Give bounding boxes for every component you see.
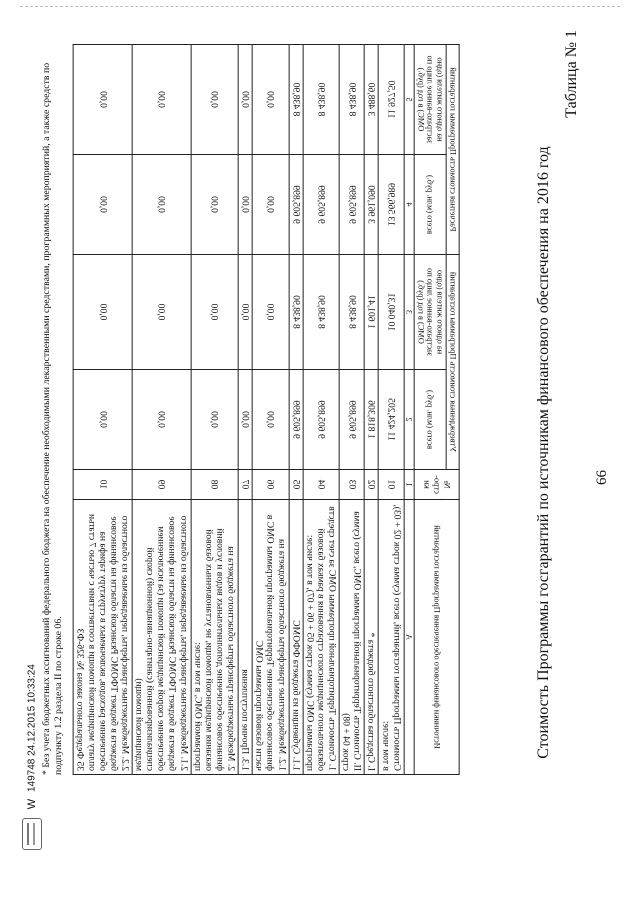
calculated-per-capita: 0,00 (238, 44, 252, 154)
approved-total: 0,00 (74, 370, 133, 470)
approved-total: 9 605,899 (339, 370, 364, 470)
table-row (303, 44, 339, 774)
calculated-total: 13 566,989 (379, 155, 404, 255)
calculated-per-capita: 0,00 (132, 44, 191, 154)
calculated-per-capita: 8 438,90 (303, 44, 339, 154)
approved-per-capita: 10 040,31 (379, 255, 404, 370)
index-cell: 5 (404, 44, 414, 154)
approved-per-capita: 8 438,90 (339, 255, 364, 370)
row-label: II. Стоимость Территориальной программы ОМС, всего (сумма строк 04 + 08) (339, 500, 364, 775)
index-cell: 2 (404, 370, 414, 470)
row-label: 2.1. Межбюджетные трансферты, передаваемые из областного бюджета в бюджет ТФОМС Рязанской области на финансовое обеспечение скорой медицинской помощи (за исключением специализированной (санитарно-авиационной) скорой медицинской помощи) (132, 500, 191, 775)
index-cell: А (404, 500, 414, 775)
approved-total: 0,00 (191, 370, 239, 470)
approved-per-capita: 1 601,41 (365, 255, 379, 370)
calculated-total: 9 605,899 (339, 155, 364, 255)
approved-total: 1 818,306 (365, 370, 379, 470)
footnote: * Без учета бюджетных ассигнований федерального бюджета на обеспечение необходимыми лекарственными средствами, программных мероприятий, а также средств по подпункту 1.2 раздела II по строке 06. (41, 62, 65, 775)
calculated-per-capita: 0,00 (191, 44, 239, 154)
row-label: 1.2. Межбюджетные трансферты областного бюджета на финансовое обеспечение Территориальной программы ОМС в части базовой программы ОМС (252, 500, 288, 775)
page-title: Стоимость Программы госгарантий по источникам финансового обеспечения на 2016 год (535, 146, 552, 759)
calculated-per-capita: 11 927,50 (379, 44, 404, 154)
row-label: Стоимость Программы госгарантий, всего (сумма строк 02 + 03), в том числе: (379, 500, 404, 775)
header-approved: Утвержденная стоимость Программы госгарантий (446, 255, 459, 470)
row-number: 03 (339, 470, 364, 500)
index-cell: 1 (404, 470, 414, 500)
row-number: 09 (132, 470, 191, 500)
row-number: 04 (303, 470, 339, 500)
row-number: 05 (289, 470, 303, 500)
approved-total: 9 605,899 (289, 370, 303, 470)
stamp-text: 149748 24.12.2015 10:33:24 (26, 664, 38, 793)
row-label: 1.1. Субвенции из бюджета ФФОМС (289, 500, 303, 775)
row-label: 1. Стоимость Территориальной программы ОМС за счет средств обязательного медицинского страхования в рамках базовой программы ОМС (сумма строк 05 + 06 + 07), в том числе: (303, 500, 339, 775)
row-label: 1.3. Прочие поступления (238, 500, 252, 775)
table-number: Таблица № 1 (563, 30, 580, 118)
approved-per-capita: 0,00 (252, 255, 288, 370)
table-row (252, 44, 288, 774)
calculated-total: 0,00 (132, 155, 191, 255)
row-number: 08 (191, 470, 239, 500)
approved-per-capita: 0,00 (132, 255, 191, 370)
header-approved-total: всего (млн. руб.) (414, 370, 446, 470)
header-source: Источники финансового обеспечения Программы госгарантий (414, 500, 459, 775)
row-number: 10 (74, 470, 133, 500)
approved-total: 0,00 (252, 370, 288, 470)
approved-per-capita: 8 438,90 (289, 255, 303, 370)
table-row (379, 44, 404, 774)
seal-icon (22, 818, 42, 850)
calculated-per-capita: 0,00 (74, 44, 133, 154)
column-index-row (404, 44, 414, 774)
table-row (238, 44, 252, 774)
approved-per-capita: 0,00 (74, 255, 133, 370)
row-label: I. Средства областного бюджета * (365, 500, 379, 775)
calculated-per-capita: 3 488,60 (365, 44, 379, 154)
calculated-total: 0,00 (74, 155, 133, 255)
header-calculated: Расчетная стоимость Программы госгарантий (446, 44, 459, 254)
index-cell: 4 (404, 155, 414, 255)
row-number: 07 (238, 470, 252, 500)
header-calculated-per-capita: на одного жителя (одно застрахо-ванное лицо по ОМС) в год (руб.) (414, 44, 446, 154)
table-row (132, 44, 191, 774)
table-row (74, 44, 133, 774)
index-cell: 3 (404, 255, 414, 370)
registration-stamp (22, 664, 42, 850)
table-row (339, 44, 364, 774)
header-approved-per-capita: на одного жителя (одно застрахо-ванное лицо по ОМС) в год (руб.) (414, 255, 446, 370)
table-row (365, 44, 379, 774)
approved-per-capita: 0,00 (238, 255, 252, 370)
header-row-number: № стро-ки (414, 470, 459, 500)
calculated-per-capita: 8 438,90 (339, 44, 364, 154)
stamp-mark: W (25, 798, 38, 810)
header-row-1 (446, 44, 459, 774)
calculated-total: 9 605,899 (289, 155, 303, 255)
row-number: 02 (365, 470, 379, 500)
calculated-per-capita: 8 438,90 (289, 44, 303, 154)
approved-total: 11 424,205 (379, 370, 404, 470)
calculated-total: 9 605,899 (303, 155, 339, 255)
header-calculated-total: всего (млн. руб.) (414, 155, 446, 255)
row-label: 2. Межбюджетные трансферты областного бюджета на финансовое обеспечение дополнительных видов и условий оказания медицинской помощи, не установленных базовой программой ОМС, в том числе: (191, 500, 239, 775)
calculated-total: 3 961,090 (365, 155, 379, 255)
approved-total: 9 605,899 (303, 370, 339, 470)
row-number: 01 (379, 470, 404, 500)
calculated-per-capita: 0,00 (252, 44, 288, 154)
page-number: 66 (594, 470, 610, 485)
table-row (289, 44, 303, 774)
calculated-total: 0,00 (191, 155, 239, 255)
approved-per-capita: 0,00 (191, 255, 239, 370)
calculated-total: 0,00 (238, 155, 252, 255)
calculated-total: 0,00 (252, 155, 288, 255)
approved-per-capita: 8 438,90 (303, 255, 339, 370)
table-row (191, 44, 239, 774)
row-number: 06 (252, 470, 288, 500)
row-label: 2.2. Межбюджетные трансферты, передаваемые из областного бюджета в бюджет ТФОМС Рязанской области на финансовое обеспечение расходов, включаемых в структуру тарифа на оплату медицинской помощи в соответствии с частью 7 статьи 35 Федерального закона № 326-ФЗ (74, 500, 133, 775)
funding-table (73, 44, 460, 775)
approved-total: 0,00 (238, 370, 252, 470)
approved-total: 0,00 (132, 370, 191, 470)
